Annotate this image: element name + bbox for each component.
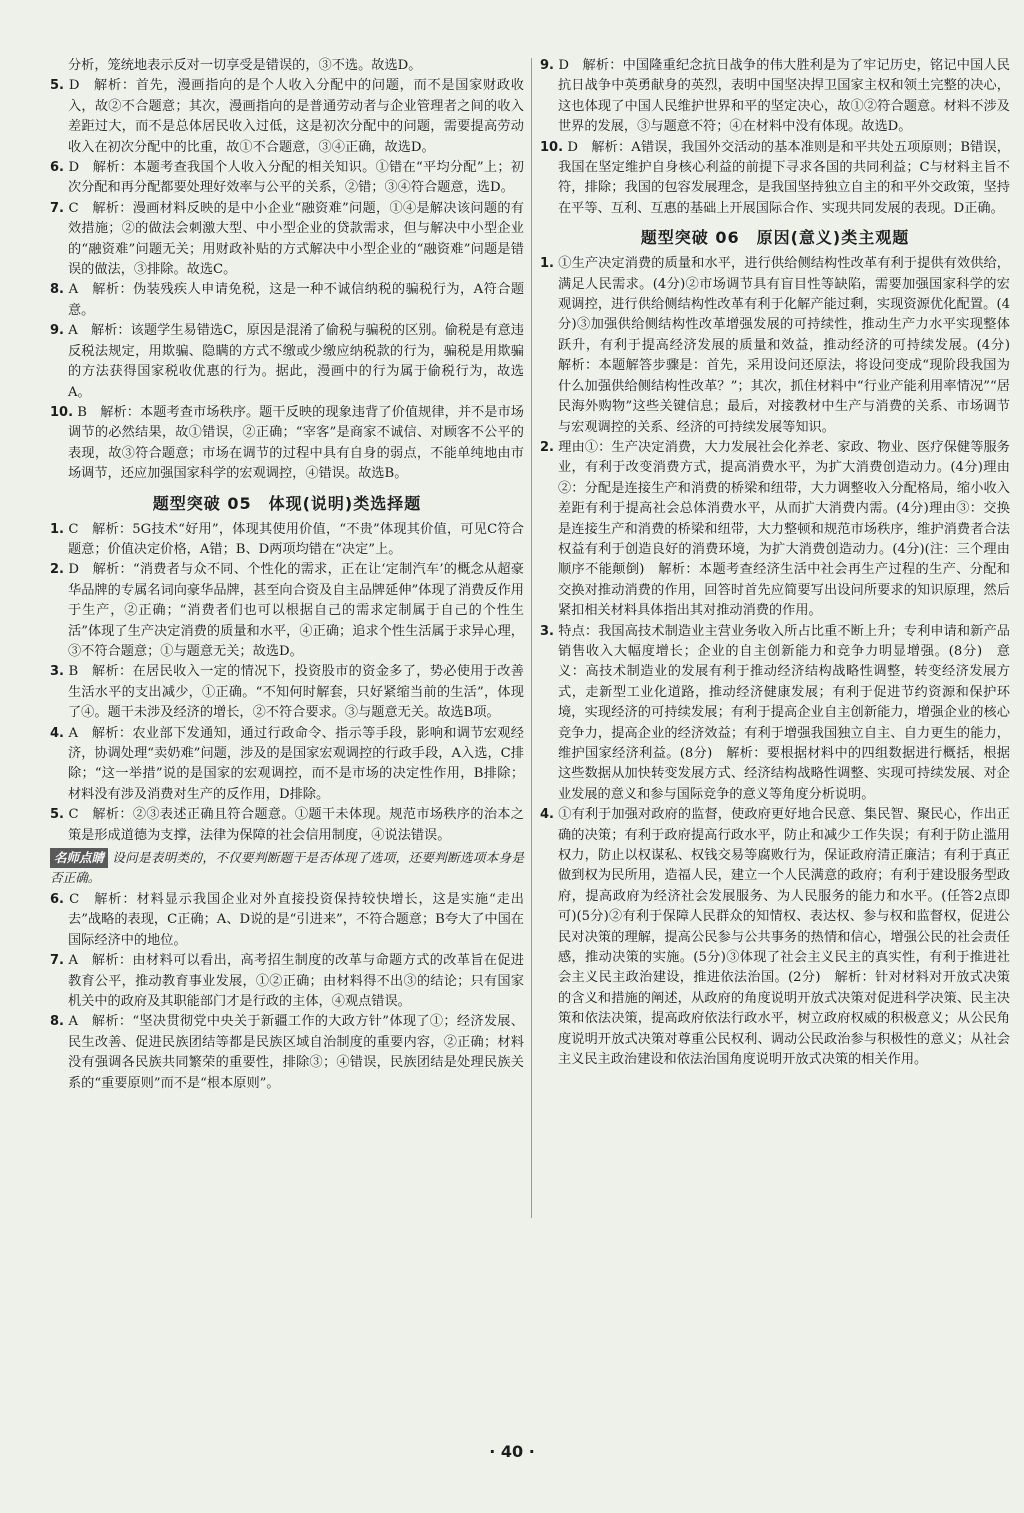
answer-number: 8. (50, 282, 64, 298)
answer-text: 理由①：生产决定消费，大力发展社会化养老、家政、物业、医疗保健等服务业，有利于改变消费方式，提高消费水平，为扩大消费创造动力。(4分)理由②：分配是连接生产和消费的桥梁和纽带，大力调整收入分配格局，缩小收入差距有利于提高社会总体消费水平，从而扩大消费内需。(4分)理由③：交换是连接生产和消费的桥梁和纽带，大力整顿和规范市场秩序，维护消费者合法权益有利于创造良好的消费环境，为扩大消费创造动力。(4分)(注：三个理由顺序不能颠倒) 解析：本题考查经济生活中社会再生产过程的生产、分配和交换对推动消费的作用，回答时首先应简要写出设问所要求的知识原理，然后紧扣相关材料具体指出其对推动消费的作用。 (558, 439, 1010, 619)
intro-text: 分析，笼统地表示反对一切享受是错误的，③不选。故选D。 (68, 58, 422, 73)
answer-item (50, 1012, 524, 1094)
page-number: · 40 · (489, 1442, 535, 1461)
answer-list (50, 76, 524, 484)
answer-item (540, 438, 1010, 622)
answer-item (540, 622, 1010, 806)
answer-text: C 解析：5G技术“好用”，体现其使用价值，“不贵”体现其价值，可见C符合题意；价值决定价格，A错；B、D两项均错在“决定”上。 (68, 521, 524, 557)
answer-number: 6. (50, 160, 64, 176)
answer-text: B 解析：在居民收入一定的情况下，投资股市的资金多了，势必使用于改善生活水平的支出减少，①正确。“不知何时解套，只好紧缩当前的生活”，体现了④。题干未涉及经济的增长，②不符合要求。③与题意无关。故选B项。 (68, 664, 524, 721)
answer-text: ①有利于加强对政府的监督，使政府更好地合民意、集民智、聚民心，作出正确的决策；有利于政府提高行政水平，防止和减少工作失误；有利于防止滥用权力，防止以权谋私、权钱交易等腐败行为，保证政府清正廉洁；有利于真正做到权为民所用，造福人民，建立一个人民满意的政府；有利于建设服务型政府，提高政府为经济社会发展服务、为人民服务的能力和水平。(任答2点即可)(5分)②有利于保障人民群众的知情权、表达权、参与权和监督权，促进公民对决策的理解，提高公民参与公共事务的热情和信心，增强公民的社会责任感，推动决策的实施。(5分)③体现了社会主义民主的真实性，有利于推进社会主义民主政治建设，推进依法治国。(2分) 解析：针对材料对开放式决策的含义和措施的阐述，从政府的角度说明开放式决策对促进科学决策、民主决策和依法决策，提高政府依法行政水平，树立政府权威的积极意义；从公民角度说明开放式决策对尊重公民权利、调动公民政治参与积极性的意义；从社会主义民主政治建设和依法治国角度说明开放式决策的相关作用。 (558, 807, 1010, 1068)
answer-item (50, 76, 524, 158)
answer-text: B 解析：本题考查市场秩序。题干反映的现象违背了价值规律，并不是市场调节的必然结果，故①错误，②正确；“宰客”是商家不诚信、对顾客不公平的表现，故③符合题意；市场在调节的过程中具有自身的弱点，不能单纯地由市场调节，还应加强国家科学的宏观调控，④错误。故选B。 (68, 404, 524, 482)
answer-text: A 解析：农业部下发通知，通过行政命令、指示等手段，影响和调节宏观经济，协调处理“卖奶难”问题，涉及的是国家宏观调控的行政手段，A入选，C排除；“这一举措”说的是国家的宏观调控，而不是市场的决定性作用，B排除；材料没有涉及消费对生产的反作用，D排除。 (68, 725, 524, 802)
answer-text: D 解析：“消费者与众不同、个性化的需求，正在让‘定制汽车’的概念从超豪华品牌的专属名词向豪华品牌，甚至向合资及自主品牌延伸”体现了消费反作用于生产，②正确；“消费者们也可以根据自己的需求定制属于自己的个性生活”体现了生产决定消费的质量和水平，④正确；追求个性生活属于求异心理，③不符合题意；①与题意无关；故选D。 (68, 562, 524, 659)
answer-text: C 解析：漫画材料反映的是中小企业“融资难”问题，①④是解决该问题的有效措施；②的做法会刺激大型、中小型企业的贷款需求，但与解决中小型企业的“融资难”问题无关；用财政补贴的方式解决中小型企业的“融资难”问题是错误的做法，③排除。故选C。 (68, 200, 524, 278)
answer-item (540, 805, 1010, 1070)
answer-list (50, 890, 524, 1094)
answer-number: 4. (50, 725, 64, 741)
answer-text: ①生产决定消费的质量和水平，进行供给侧结构性改革有利于提供有效供给，满足人民需求。(4分)②市场调节具有盲目性等缺陷，需要加强国家科学的宏观调控，进行供给侧结构性改革有利于化解产能过剩，实现资源优化配置。(4分)③加强供给侧结构性改革增强发展的可持续性，推动生产力水平实现整体跃升，有利于提高经济发展的质量和效益，推动经济的可持续发展。(4分) 解析：本题解答步骤是：首先，采用设问还原法，将设问变成“现阶段我国为什么加强供给侧结构性改革？”；其次，抓住材料中“行业产能利用率情况”“居民海外购物”这些关键信息；最后，对接教材中生产与消费的关系、市场调节与宏观调控的关系、经济的可持续发展等知识。 (558, 256, 1024, 435)
answer-number: 6. (50, 892, 64, 908)
answer-text: C 解析：②③表述正确且符合题意。①题干未体现。规范市场秩序的治本之策是形成道德为支撑，法律为保障的社会信用制度，④说法错误。 (68, 807, 524, 843)
section-title-05: 题型突破 05 体现(说明)类选择题 (152, 493, 422, 513)
answer-item (50, 158, 524, 199)
teacher-tip (50, 848, 524, 888)
answer-item (50, 321, 524, 403)
answer-item (50, 662, 524, 723)
answer-text: A 解析：该题学生易错选C，原因是混淆了偷税与骗税的区别。偷税是有意违反税法规定，用欺骗、隐瞒的方式不缴或少缴应纳税款的行为，骗税是用欺骗的方法获得国家税收优惠的行为。据此，漫画中的行为属于偷税行为，故选A。 (68, 323, 524, 400)
answer-text: A 解析：由材料可以看出，高考招生制度的改革与命题方式的改革旨在促进教育公平，推动教育事业发展，①②正确；由材料得不出③的结论；只有国家机关中的政府及其职能部门才是行政的主体，④观点错误。 (68, 953, 524, 1010)
tip-label: 名师点睛 (50, 848, 108, 868)
answer-item (50, 403, 524, 485)
column-divider (531, 58, 532, 1218)
answer-number: 9. (50, 323, 64, 339)
answer-list (50, 520, 524, 847)
answer-item (540, 254, 1024, 438)
answer-number: 7. (50, 953, 64, 969)
answer-number: 7. (50, 200, 64, 216)
answer-text: D 解析：首先，漫画指向的是个人收入分配中的问题，而不是国家财政收入，故②不合题意；其次，漫画指向的是普通劳动者与企业管理者之间的收入差距过大，而不是总体居民收入过低，这是初次分配中的问题，需要提高劳动收入在初次分配中的比重，故①不合题意，③④正确，故选D。 (68, 78, 524, 155)
answer-number: 3. (540, 623, 554, 639)
answer-item (50, 199, 524, 281)
answer-item (540, 138, 1010, 220)
answer-number: 1. (540, 256, 554, 272)
answer-text: D 解析：A错误，我国外交活动的基本准则是和平共处五项原则；B错误，我国在坚定维护自身核心利益的前提下寻求各国的共同利益；C与材料主旨不符，排除；我国的包容发展理念，是我国坚持独立自主的和平外交政策，坚持在平等、互利、互惠的基础上开展国际合作、实现共同发展的表现。D正确。 (558, 139, 1010, 216)
answer-item (50, 520, 524, 561)
right-column (540, 56, 1024, 1071)
answer-text: A 解析：伪装残疾人申请免税，这是一种不诚信纳税的骗税行为，A符合题意。 (68, 282, 525, 318)
answer-number: 9. (540, 58, 554, 73)
answer-item (50, 890, 524, 951)
answer-number: 5. (50, 78, 64, 94)
section-title-06: 题型突破 06 原因(意义)类主观题 (640, 228, 910, 248)
answer-number: 3. (50, 664, 64, 680)
left-column (50, 56, 524, 1094)
answer-item (50, 951, 524, 1012)
answer-item (50, 280, 524, 321)
answer-item (50, 805, 524, 846)
answer-item (50, 724, 524, 806)
answer-number: 4. (540, 807, 554, 823)
answer-number: 10. (50, 404, 74, 420)
answer-item (50, 560, 524, 662)
answer-number: 5. (50, 807, 64, 823)
tip-text: 设问是表明类的，不仅要判断题干是否体现了选项，还要判断选项本身是否正确。 (50, 850, 524, 886)
answer-text: C 解析：材料显示我国企业对外直接投资保持较快增长，这是实施“走出去”战略的表现，C正确；A、D说的是“引进来”，不符合题意；B夸大了中国在国际经济中的地位。 (68, 892, 524, 948)
answer-item (540, 56, 1010, 138)
answer-text: 特点：我国高技术制造业主营业务收入所占比重不断上升；专利申请和新产品销售收入大幅度增长；企业的自主创新能力和竞争力明显增强。(8分) 意义：高技术制造业的发展有利于推动经济结构战略性调整，转变经济发展方式，走新型工业化道路，推动经济健康发展；有利于促进节约资源和保护环境，实现经济的可持续发展；有利于提高企业自主创新能力，增强企业的核心竞争力，提高企业的经济效益；有利于增强我国独立自主、自力更生的能力，维护国家经济利益。(8分) 解析：要根据材料中的四组数据进行概括，根据这些数据从加快转变发展方式、经济结构战略性调整、实现可持续发展、对企业发展的意义和参与国际竞争的意义等角度分析说明。 (558, 623, 1010, 802)
answer-number: 10. (540, 139, 564, 155)
answer-text: A 解析：“坚决贯彻党中央关于新疆工作的大政方针”体现了①；经济发展、民生改善、促进民族团结等都是民族区域自治制度的重要内容，②正确；材料没有强调各民族共同繁荣的重要性，排除③；④错误，民族团结是处理民族关系的“重要原则”而不是“根本原则”。 (68, 1014, 524, 1091)
answer-text: D 解析：本题考查我国个人收入分配的相关知识。①错在“平均分配”上；初次分配和再分配都要处理好效率与公平的关系，②错；③④符合题意，选D。 (68, 160, 524, 196)
answer-list (540, 254, 1024, 1070)
answer-number: 8. (50, 1014, 64, 1030)
answer-list (540, 56, 1010, 219)
answer-number: 2. (540, 439, 554, 455)
answer-number: 2. (50, 562, 64, 578)
answer-text: D 解析：中国隆重纪念抗日战争的伟大胜利是为了牢记历史，铭记中国人民抗日战争中英勇献身的英烈，表明中国坚决捍卫国家主权和领土完整的决心，这也体现了中国人民维护世界和平的坚定决心，故①②符合题意。材料不涉及世界的发展，③与题意不符；④在材料中没有体现。故选D。 (558, 58, 1010, 135)
answer-number: 1. (50, 521, 64, 537)
